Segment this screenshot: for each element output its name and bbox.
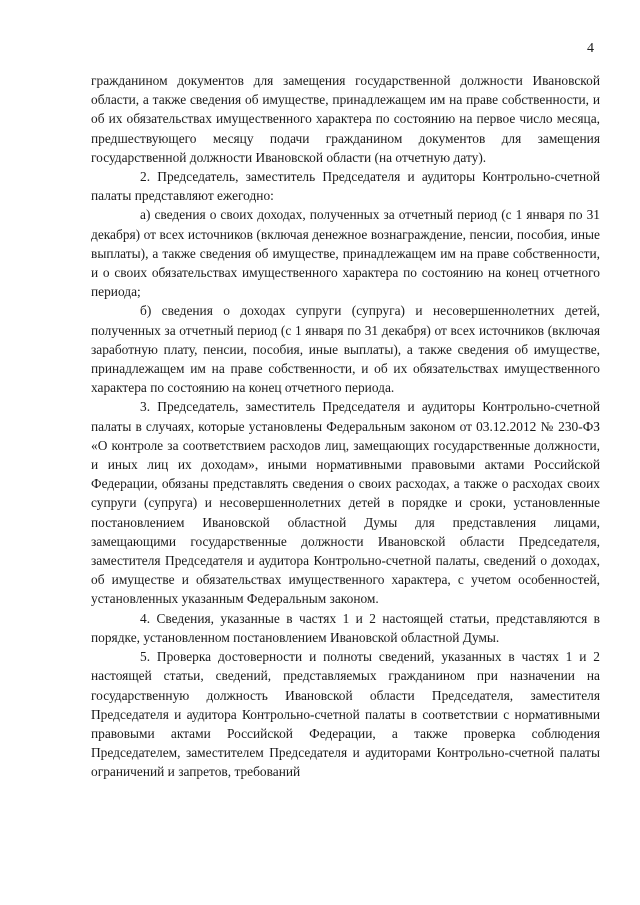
- page-number: 4: [587, 41, 594, 56]
- paragraph-part-5: 5. Проверка достоверности и полноты сведений, указанных в частях 1 и 2 настоящей статьи, сведений, представляемых гражданином при назначении на государственную должность Ивановской области Председателя, заместителя Председателя и аудитора Контрольно-счетной палаты в соответствии с нормативными правовыми актами Российской Федерации, а также проверка соблюдения Председателем, заместителем Председателя и аудиторами Контрольно-счетной палаты ограничений и запретов, требований: [91, 649, 600, 780]
- paragraph-part-2-b: б) сведения о доходах супруги (супруга) и несовершеннолетних детей, полученных за отчетный период (с 1 января по 31 декабря) от всех источников (включая заработную плату, пенсии, пособия, иные выплаты), а также сведения об имуществе, принадлежащем им на праве собственности, и об их обязательствах имущественного характера по состоянию на конец отчетного периода.: [91, 303, 600, 396]
- paragraph-part-2-a: а) сведения о своих доходах, полученных за отчетный период (с 1 января по 31 декабря) от всех источников (включая денежное вознаграждение, пенсии, пособия, иные выплаты), а также сведения об имуществе, принадлежащем им на праве собственности, и о своих обязательствах имущественного характера по состоянию на конец отчетного периода;: [91, 207, 600, 300]
- paragraph-continuation: гражданином документов для замещения государственной должности Ивановской области, а также сведения об имуществе, принадлежащем им на праве собственности, и об их обязательствах имущественного характера по состоянию на первое число месяца, предшествующего месяцу подачи гражданином документов для замещения государственной должности Ивановской области (на отчетную дату).: [91, 73, 600, 165]
- paragraph-part-4: 4. Сведения, указанные в частях 1 и 2 настоящей статьи, представляются в порядке, установленном постановлением Ивановской областной Думы.: [91, 610, 600, 645]
- paragraph-part-2: 2. Председатель, заместитель Председателя и аудиторы Контрольно-счетной палаты представляют ежегодно:: [91, 169, 600, 204]
- document-body: [91, 71, 600, 782]
- paragraph-part-3: 3. Председатель, заместитель Председателя и аудиторы Контрольно-счетной палаты в случаях, которые установлены Федеральным законом от 03.12.2012 № 230-ФЗ «О контроле за соответствием расходов лиц, замещающих государственные должности, и иных лиц их доходам», иными нормативными правовыми актами Российской Федерации, обязаны представлять сведения о своих расходах, а также о расходах своих супруги (супруга) и несовершеннолетних детей в порядке и сроки, установленные постановлением Ивановской областной Думы для представления лицами, замещающими государственные должности Ивановской области Председателя, заместителя Председателя и аудитора Контрольно-счетной палаты, сведений о доходах, об имуществе и обязательствах имущественного характера, с учетом особенностей, установленных указанным Федеральным законом.: [91, 399, 600, 607]
